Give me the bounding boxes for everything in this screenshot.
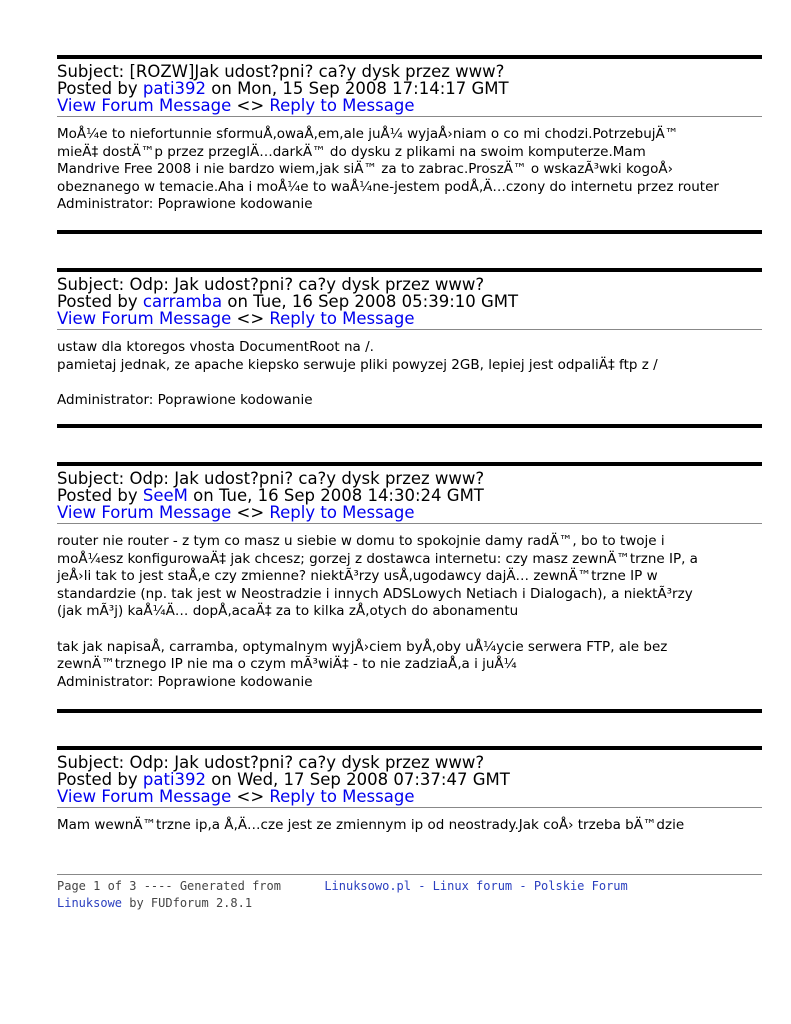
post-subject: Subject: Odp: Jak udost?pni? ca?y dysk przez www? bbox=[57, 753, 485, 772]
reply-to-message-link[interactable]: Reply to Message bbox=[269, 309, 415, 328]
post-byline: Posted by pati392 on Mon, 15 Sep 2008 17:14:17 GMT bbox=[57, 79, 509, 98]
page-footer bbox=[57, 874, 762, 912]
post-actions: View Forum Message <> Reply to Message bbox=[57, 309, 415, 328]
post-actions: View Forum Message <> Reply to Message bbox=[57, 96, 415, 115]
post-bottom-rule bbox=[57, 709, 762, 713]
view-forum-message-link[interactable]: View Forum Message bbox=[57, 96, 232, 115]
forum-home-link[interactable]: Linuksowo.pl - Linux forum - Polskie Forum bbox=[324, 879, 628, 893]
post-subject: Subject: Odp: Jak udost?pni? ca?y dysk przez www? bbox=[57, 469, 485, 488]
reply-to-message-link[interactable]: Reply to Message bbox=[269, 787, 415, 806]
view-forum-message-link[interactable]: View Forum Message bbox=[57, 309, 232, 328]
post-header bbox=[57, 272, 762, 327]
post-header bbox=[57, 466, 762, 521]
post-header bbox=[57, 750, 762, 805]
author-link[interactable]: SeeM bbox=[142, 486, 188, 505]
view-forum-message-link[interactable]: View Forum Message bbox=[57, 503, 232, 522]
post-subject: Subject: Odp: Jak udost?pni? ca?y dysk przez www? bbox=[57, 275, 485, 294]
post-body: ustaw dla ktoregos vhosta DocumentRoot na /. pamietaj jednak, ze apache kiepsko serwuje pliki powyzej 2GB, lepiej jest odpaliÄ‡ ftp z / Administrator: Poprawione kodowanie bbox=[57, 339, 658, 408]
reply-to-message-link[interactable]: Reply to Message bbox=[269, 503, 415, 522]
post-2 bbox=[57, 268, 762, 409]
reply-to-message-link[interactable]: Reply to Message bbox=[269, 96, 415, 115]
post-actions: View Forum Message <> Reply to Message bbox=[57, 787, 415, 806]
post-byline: Posted by carramba on Tue, 16 Sep 2008 05:39:10 GMT bbox=[57, 292, 519, 311]
post-header bbox=[57, 59, 762, 114]
post-actions: View Forum Message <> Reply to Message bbox=[57, 503, 415, 522]
forum-home-link-continued[interactable]: Linuksowe bbox=[57, 896, 123, 910]
author-link[interactable]: pati392 bbox=[142, 79, 207, 98]
post-4 bbox=[57, 746, 762, 835]
post-byline: Posted by pati392 on Wed, 17 Sep 2008 07:37:47 GMT bbox=[57, 770, 510, 789]
post-3 bbox=[57, 462, 762, 691]
author-link[interactable]: carramba bbox=[142, 292, 223, 311]
footer-text: Page 1 of 3 ---- Generated from Linuksowo.pl - Linux forum - Polskie Forum Linuksowe by FUDforum 2.8.1 bbox=[57, 879, 628, 910]
post-byline: Posted by SeeM on Tue, 16 Sep 2008 14:30:24 GMT bbox=[57, 486, 484, 505]
view-forum-message-link[interactable]: View Forum Message bbox=[57, 787, 232, 806]
post-bottom-rule bbox=[57, 230, 762, 234]
post-subject: Subject: [ROZW]Jak udost?pni? ca?y dysk przez www? bbox=[57, 62, 505, 81]
post-body: MoÅ¼e to niefortunnie sformuÅ‚owaÅ‚em,ale juÅ¼ wyjaÅ›niam o co mi chodzi.PotrzebujÄ™ mieÄ‡ dostÄ™p przez przeglÄ…darkÄ™ do dysku z plikami na swoim komputerze.Mam Mandrive Free 2008 i nie bardzo wiem,jak siÄ™ za to zabrac.ProszÄ™ o wskazÃ³wki kogoÅ› obeznanego w temacie.Aha i moÅ¼e to waÅ¼ne-jestem podÅ‚Ä…czony do internetu przez router Administrator: Poprawione kodowanie bbox=[57, 126, 719, 213]
post-body: Mam wewnÄ™trzne ip,a Å‚Ä…cze jest ze zmiennym ip od neostrady.Jak coÅ› trzeba bÄ™dzie bbox=[57, 817, 685, 833]
post-bottom-rule bbox=[57, 424, 762, 428]
author-link[interactable]: pati392 bbox=[142, 770, 207, 789]
post-1 bbox=[57, 55, 762, 214]
post-body: router nie router - z tym co masz u siebie w domu to spokojnie damy radÄ™, bo to twoje i moÅ¼esz konfigurowaÄ‡ jak chcesz; gorzej z dostawca internetu: czy masz zewnÄ™trzne IP, a jeÅ›li tak to jest staÅ‚e czy zmienne? niektÃ³rzy usÅ‚ugodawcy dajÄ… zewnÄ™trzne IP w standardzie (np. tak jest w Neostradzie i innych ADSLowych Netiach i Dialogach), a niektÃ³rzy (jak mÃ³j) kaÅ¼Ä… dopÅ‚acaÄ‡ za to kilka zÅ‚otych do abonamentu tak jak napisaÅ‚ carramba, optymalnym wyjÅ›ciem byÅ‚oby uÅ¼ycie serwera FTP, ale bez zewnÄ™trznego IP nie ma o czym mÃ³wiÄ‡ - to nie zadziaÅ‚a i juÅ¼ Administrator: Poprawione kodowanie bbox=[57, 533, 698, 690]
